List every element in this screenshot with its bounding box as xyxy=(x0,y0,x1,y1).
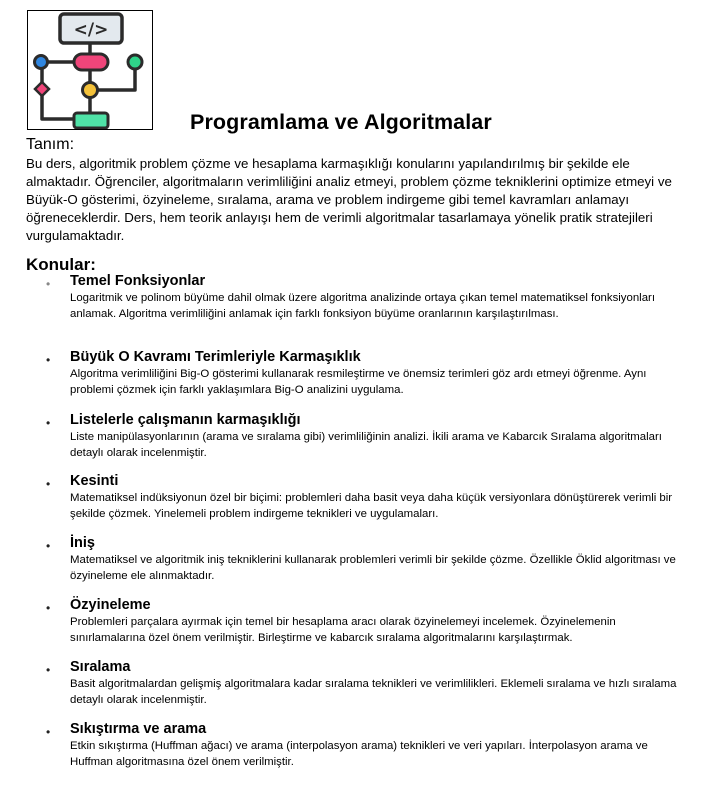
green-node-icon xyxy=(128,55,142,69)
page-title: Programlama ve Algoritmalar xyxy=(190,110,492,134)
topic-title: Temel Fonksiyonlar xyxy=(70,273,206,289)
topic-title: Özyineleme xyxy=(70,597,151,613)
bullet-icon: • xyxy=(46,725,51,739)
topic-title: Sıralama xyxy=(70,659,131,675)
topic-description: Problemleri parçalara ayırmak için temel bir hesaplama aracı olarak özyinelemeyi incelemek. Özyinelemenin sınırlamalarına özel önem verilmiştir. Birleştirme ve kabarcık sıralama algoritmalarını karşılaştırmak. xyxy=(70,616,616,644)
process-pill-icon xyxy=(74,54,108,70)
bullet-icon: • xyxy=(46,353,51,367)
topics-label: Konular: xyxy=(26,255,96,274)
topic-title: Listelerle çalışmanın karmaşıklığı xyxy=(70,412,301,428)
bullet-icon: • xyxy=(46,539,51,553)
topic-description: Basit algoritmalardan gelişmiş algoritmalara kadar sıralama teknikleri ve verimlilikleri. Eklemeli sıralama ve hızlı sıralama detaylı olarak incelenmiştir. xyxy=(70,678,677,706)
output-box-icon xyxy=(74,113,108,128)
definition-text: Bu ders, algoritmik problem çözme ve hesaplama karmaşıklığı konularını yapılandırılmış bir şekilde ele almaktadır. Öğrenciler, algoritmaların verimliliğini analiz etmeyi, problem çözme tekniklerini optimize etmeyi ve Büyük-O gösterimi, özyineleme, sıralama, arama ve problem indirgeme gibi temel kavramları anlamayı öğreneceklerdir. Ders, hem teorik anlayışı hem de verimli algoritmalar tasarlamaya yönelik pratik stratejileri vurgulamaktadır. xyxy=(26,156,672,243)
definition-label: Tanım: xyxy=(26,136,75,153)
code-symbol: </> xyxy=(73,20,109,40)
blue-node-icon xyxy=(35,56,48,69)
topic-title: Sıkıştırma ve arama xyxy=(70,721,207,737)
bullet-icon: • xyxy=(46,663,51,677)
decision-diamond-icon xyxy=(35,82,49,96)
topic-description: Matematiksel indüksiyonun özel bir biçimi: problemleri daha basit veya daha küçük versiyonlara dönüştürerek verimli bir şekilde çözmek. Yinelemeli problem indirgeme teknikleri ve uygulamaları. xyxy=(70,492,673,520)
topic-description: Logaritmik ve polinom büyüme dahil olmak üzere algoritma analizinde ortaya çıkan temel matematiksel fonksiyonları anlamak. Algoritma verimliliğini anlamak için farklı fonksiyon büyüme oranlarının karşılaştırılması. xyxy=(70,292,655,320)
bullet-icon: • xyxy=(46,601,51,615)
topic-title: Büyük O Kavramı Terimleriyle Karmaşıklık xyxy=(70,349,361,365)
bullet-icon: • xyxy=(46,277,51,291)
topic-title: İniş xyxy=(70,535,95,551)
bullet-icon: • xyxy=(46,477,51,491)
bullet-icon: • xyxy=(46,416,51,430)
yellow-node-icon xyxy=(83,83,98,98)
topic-description: Matematiksel ve algoritmik iniş tekniklerini kullanarak problemleri verimli bir şekilde çözme. Özellikle Öklid algoritması ve özyineleme ele alınmaktadır. xyxy=(70,554,676,582)
connector-line xyxy=(42,89,76,119)
topic-title: Kesinti xyxy=(70,473,119,489)
algorithm-flowchart-icon xyxy=(28,11,152,129)
course-logo xyxy=(27,10,153,130)
topic-description: Algoritma verimliliğini Big-O gösterimi kullanarak resmileştirme ve önemsiz terimleri göz ardı etmeyi öğrenme. Aynı problemi çözmek için farklı yaklaşımlara Big-O analizini uygulama. xyxy=(70,368,647,396)
topic-description: Liste manipülasyonlarının (arama ve sıralama gibi) verimliliğinin analizi. İkili arama ve Kabarcık Sıralama algoritmaları detaylı olarak incelenmiştir. xyxy=(70,431,662,459)
topic-description: Etkin sıkıştırma (Huffman ağacı) ve arama (interpolasyon arama) teknikleri ve veri yapıları. İnterpolasyon arama ve Huffman algoritmasına özel önem verilmiştir. xyxy=(70,740,648,768)
